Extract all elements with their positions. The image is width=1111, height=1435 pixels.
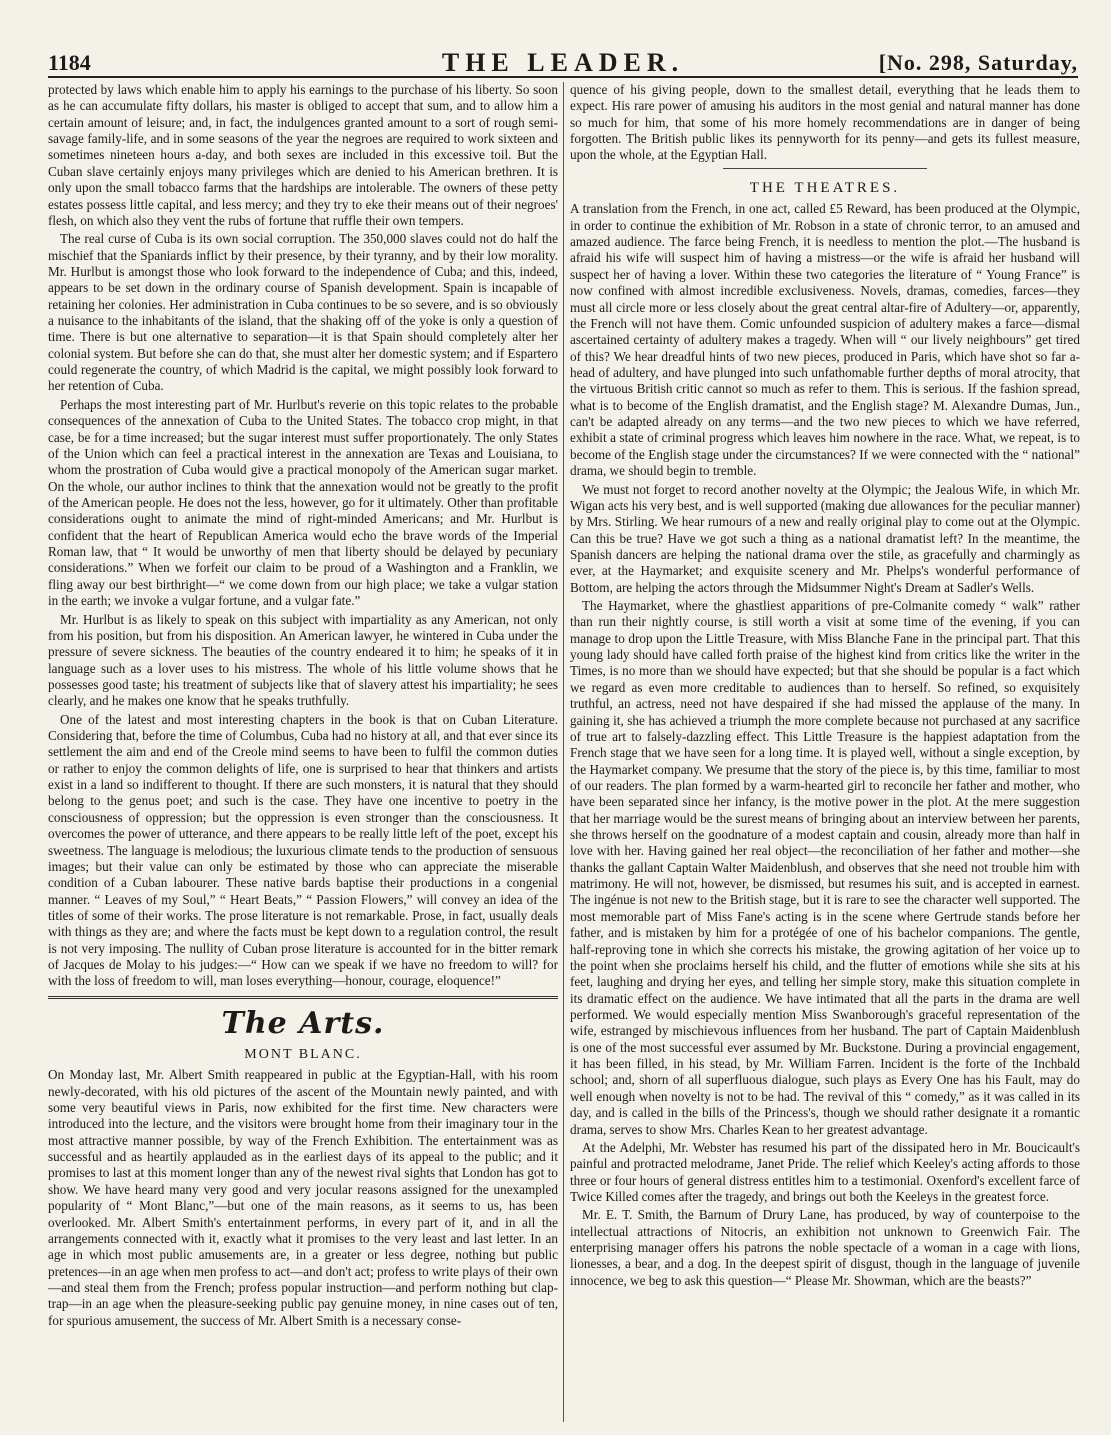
paragraph: On Monday last, Mr. Albert Smith reappeared in public at the Egyptian-Hall, with his room newly-decorated, with his old pictures of the ascent of the Mountain newly painted, and with some very beautiful views in Paris, now exhibited for the first time. New characters were introduced into the lecture, and the visitors were brought home from their imaginary tour in the most attractive manner possible, by way of the French Exhibition. The entertainment was as successful and as heartily applauded as in the earliest days of its appeal to the public; and it promises to last at this moment longer than any of the newest rival sights that London has got to show. We have heard many very good and very jocular reasons assigned for the unexampled popularity of “ Mont Blanc,”—but one of the main reasons, as it seems to us, has been overlooked. Mr. Albert Smith's entertainment performs, in every part of it, and in all the arrangements connected with it, exactly what it promises to the very least and last letter. In an age in which most public amusements are, in a greater or less degree, nothing but public pretences—in an age when men profess to act—and don't act; profess to write plays of their own—and steal them from the French; profess popular instruction—and perform nothing but clap-trap—in an age when the pleasure-seeking public pay genuine money, in nine cases out of ten, for spurious amusement, the success of Mr. Albert Smith is a necessary conse- (48, 1067, 558, 1328)
right-column (570, 82, 1080, 1422)
paragraph: One of the latest and most interesting chapters in the book is that on Cuban Literature. Considering that, before the time of Columbus, Cuba had no history at all, and that ever since its settlement the aim and end of the Creole mind seems to have been to fulfil the common duties or rather to enjoy the common delights of life, one is surprised to hear that thinkers and artists exist in a land so indifferent to thought. If there are such monsters, it is natural that they should belong to the genus poet; and such is the case. They have one incentive to poetry in the consciousness of oppression; but the oppression is even stronger than the consciousness. It overcomes the power of utterance, and there appears to be really little left of the poet, except his sweetness. The language is melodious; the luxurious climate tends to the production of sensuous images; but their value can only be estimated by those who can appreciate the miserable condition of a Cuban labourer. These native bards baptise their productions in a congenial manner. “ Leaves of my Soul,” “ Heart Beats,” “ Passion Flowers,” will convey an idea of the titles of some of their works. The prose literature is not remarkable. Prose, in fact, usually deals with things as they are; and where the facts must be kept down to a regulation control, the result is not very imposing. The nullity of Cuban prose literature is accounted for in the bitter remark of Jacques de Molay to his judges:—“ How can we speak if we have no freedom to will? for with the loss of freedom to will, man loses everything—honour, courage, eloquence!” (48, 711, 558, 989)
paragraph: The real curse of Cuba is its own social corruption. The 350,000 slaves could not do half the mischief that the Spaniards inflict by their presence, by their tyranny, and by their low morality. Mr. Hurlbut is amongst those who look forward to the independence of Cuba; and this, indeed, appears to be set down in the ordinary course of Spanish development. Spain is incapable of retaining her colonies. Her administration in Cuba continues to be so severe, and is so obviously a nuisance to the inhabitants of the island, that the shaking off of the yoke is only a question of time. There is but one alternative to separation—it is that Spain should completely alter her colonial system. But before she can do that, she must alter her domestic system; and if Espartero could regenerate the country, of which Madrid is the capital, we might possibly look forward to her retention of Cuba. (48, 231, 558, 394)
paragraph: quence of his giving people, down to the smallest detail, everything that he leads them to expect. His rare power of amusing his auditors in the most genial and natural manner has done so much for him, that some of his more homely recommendations are in danger of being forgotten. The British public likes its pennyworth for its penny—and gets its fullest measure, upon the whole, at the Egyptian Hall. (570, 82, 1080, 163)
divider (723, 168, 927, 169)
issue-info: [No. 298, Saturday, (878, 50, 1078, 75)
paragraph: A translation from the French, in one act, called £5 Reward, has been produced at the Olympic, in order to continue the exhibition of Mr. Robson in a state of chronic terror, to an amused and amazed audience. The farce being French, it is needless to mention the plot.—The husband is afraid his wife will suspect him of having a mistress—or the wife is afraid her husband will suspect her of having a lover. Within these two categories the literature of “ Young France” is now confined with almost incredible exclusiveness. Novels, dramas, comedies, farces—they must all circle more or less closely about the great central altar-fire of Adultery—or, apparently, the French will not have them. Comic unfounded suspicion of adultery makes a farce—dismal ascertained certainty of adultery makes a tragedy. When will “ our lively neighbours” get tired of this? We hear dreadful hints of two new pieces, produced in Paris, which have shot so far a-head of adultery, and have plunged into such unfathomable further depths of moral atrocity, that the virtuous British critic cannot so much as refer to them. This is serious. If the fashion spread, what is to become of the English dramatist, and the English stage? M. Alexandre Dumas, Jun., can't be adapted already on any terms—and the two new pieces to which we have referred, exhibit a state of criminal progress which leaves him nowhere in the race. What, we repeat, is to become of the English stage under the circumstances? If we were connected with the “ national” drama, we should begin to tremble. (570, 201, 1080, 479)
newspaper-title: THE LEADER. (441, 48, 685, 77)
paragraph: We must not forget to record another novelty at the Olympic; the Jealous Wife, in which Mr. Wigan acts his very best, and is well supported (making due allowances for the peculiar manner) by Mrs. Stirling. We hear rumours of a new and really original play to come out at the Olympic. Can this be true? Have we got such a thing as a national dramatist left? In the meantime, the Spanish dancers are helping the national drama over the stile, as gracefully and charmingly as ever, at the Haymarket; and exquisite scenery and Mr. Phelps's wonderful performance of Bottom, are helping the actors through the Midsummer Night's Dream at Sadler's Wells. (570, 481, 1080, 595)
left-column (48, 82, 558, 1422)
paragraph: Mr. Hurlbut is as likely to speak on this subject with impartiality as any American, not only from his position, but from his disposition. An American lawyer, he wintered in Cuba under the pressure of severe sickness. The beauties of the country endeared it to him; he speaks of it in language such as a lover uses to his mistress. The whole of his little volume shows that he possesses good taste; his treatment of subjects like that of slavery attest his impartiality; he sees clearly, and he makes one know that he speaks truthfully. (48, 611, 558, 709)
paragraph: Mr. E. T. Smith, the Barnum of Drury Lane, has produced, by way of counterpoise to the intellectual attractions of Nitocris, an exhibition not unknown to Greenwich Fair. The enterprising manager offers his patrons the noble spectacle of a woman in a cage with lions, lionesses, a bear, and a dog. In the deepest spirit of disgust, though in the language of juvenile innocence, we beg to ask this question—“ Please Mr. Showman, which are the beasts?” (570, 1207, 1080, 1288)
page-number: 1184 (48, 50, 91, 75)
paragraph: Perhaps the most interesting part of Mr. Hurlbut's reverie on this topic relates to the probable consequences of the annexation of Cuba to the United States. The tobacco crop might, in that case, be for a time increased; but the sugar interest must suffer proportionately. The only States of the Union which can feel a practical interest in the annexation are Texas and Louisiana, to whom the prostration of Cuba would give a practical monopoly of the American sugar market. On the whole, our author inclines to think that the annexation would not be greatly to the profit of the American people. He does not the less, however, go for it ultimately. Other than profitable considerations ought to animate the mind of right-minded Americans; and Mr. Hurlbut is confident that the heart of Republican America would echo the brave words of the Imperial Roman law, that “ It would be unworthy of men that liberty should be delayed by pecuniary considerations.” When we forfeit our claim to be proud of a Washington and a Franklin, we fling away our best birthright—“ we come down from our high place; we take a vulgar station in the earth; we invoke a vulgar fortune, and a vulgar fate.” (48, 396, 558, 609)
column-divider (563, 82, 564, 1422)
paragraph: protected by laws which enable him to apply his earnings to the purchase of his liberty. So soon as he can accumulate fifty dollars, his master is obliged to accept that sum, and to allow him a certain amount of leisure; and, in fact, the indulgences granted amount to a sort of rough semi-savage family-life, and in some seasons of the year the negroes are required to work sixteen and sometimes nineteen hours a-day, and both sexes are included in this excessive toil. But the Cuban slave certainly enjoys many privileges which are denied to his American brethren. It is only upon the small tobacco farms that the hardships are intolerable. The owners of these petty estates possess little capital, and less mercy; and they try to eke their means out of their negroes' flesh, on which also they vent the rubs of fortune that ruffle their own tempers. (48, 82, 558, 228)
paragraph: The Haymarket, where the ghastliest apparitions of pre-Colmanite comedy “ walk” rather than run their nightly course, is still worth a visit at some time of the evening, if you can manage to drop upon the Little Treasure, with Miss Blanche Fane in the principal part. That this young lady should have called forth praise of the highest kind from critics like the writer in the Times, is no more than we should have expected; but that she should be popular is a fact which we regard as even more creditable to audiences than to herself. So refined, so exquisitely truthful, an actress, need not have despaired if she had missed the applause of the many. In gaining it, she has achieved a triumph the more complete because not purchased at any sacrifice of true art to falsely-dazzling effect. This Little Treasure is the happiest adaptation from the French stage that we have seen for a long time. It is played well, without a single exception, by the Haymarket company. We presume that the story of the piece is, by this time, familiar to most of our readers. The plan formed by a warm-hearted girl to reconcile her father and mother, who have been separated since her infancy, is the motive power in the plot. At the mere suggestion that her marriage would be the surest means of bringing about an interview between her parents, she throws herself on the goodnature of a modest captain and cousin, already more than half in love with her. Having gained her real object—the reconciliation of her father and mother—she thanks the gallant Captain Walter Maidenblush, and observes that she need not trouble him with matrimony. He will not, however, be dismissed, but resumes his suit, and is accepted in earnest. The ingénue is not new to the British stage, but it is rare to see the character well supported. The most memorable part of Miss Fane's acting is in the scene where Gertrude stands before her father, and is mistaken by him for a protégée of one of his bachelor companions. The gentle, half-reproving tone in which she corrects his mistake, the growing agitation of her voice up to the point when she proclaims herself his child, and the flutter of emotions while she sits at his feet, laughing and drying her eyes, and telling her simple story, make this situation complete in its dramatic effect on the audience. We have intimated that all the parts in the drama are well performed. We would especially mention Miss Swanborough's graceful representation of the wife, estranged by mischievous influences from her husband. The part of Captain Maidenblush is one of the most successful ever assumed by Mr. Buckstone. During a provincial engagement, it has been filled, in his stead, by Mr. William Farren. Incident is the forte of the Inchbald school; and, shorn of all superfluous dialogue, such plays as Every One has his Fault, may do well enough when novelty is not to be had. The revival of this “ comedy,” as it was called in its day, and is called in the bills of the Princess's, though we should rather designate it a romantic drama, serves to show Mrs. Charles Kean to her greatest advantage. (570, 598, 1080, 1137)
article-subheading: MONT BLANC. (244, 1046, 362, 1062)
section-divider (48, 996, 558, 999)
arts-section-heading: The Arts. (221, 1005, 385, 1041)
paragraph: At the Adelphi, Mr. Webster has resumed his part of the dissipated hero in Mr. Boucicault's painful and protracted melodrame, Janet Pride. The relief which Keeley's acting affords to those three or four hours of general distress entitles him to a testimonial. Oxenford's excellent farce of Twice Killed comes after the tragedy, and brings out both the Keeleys in the greatest force. (570, 1139, 1080, 1204)
masthead (48, 48, 1078, 78)
theatres-heading: THE THEATRES. (749, 179, 901, 196)
